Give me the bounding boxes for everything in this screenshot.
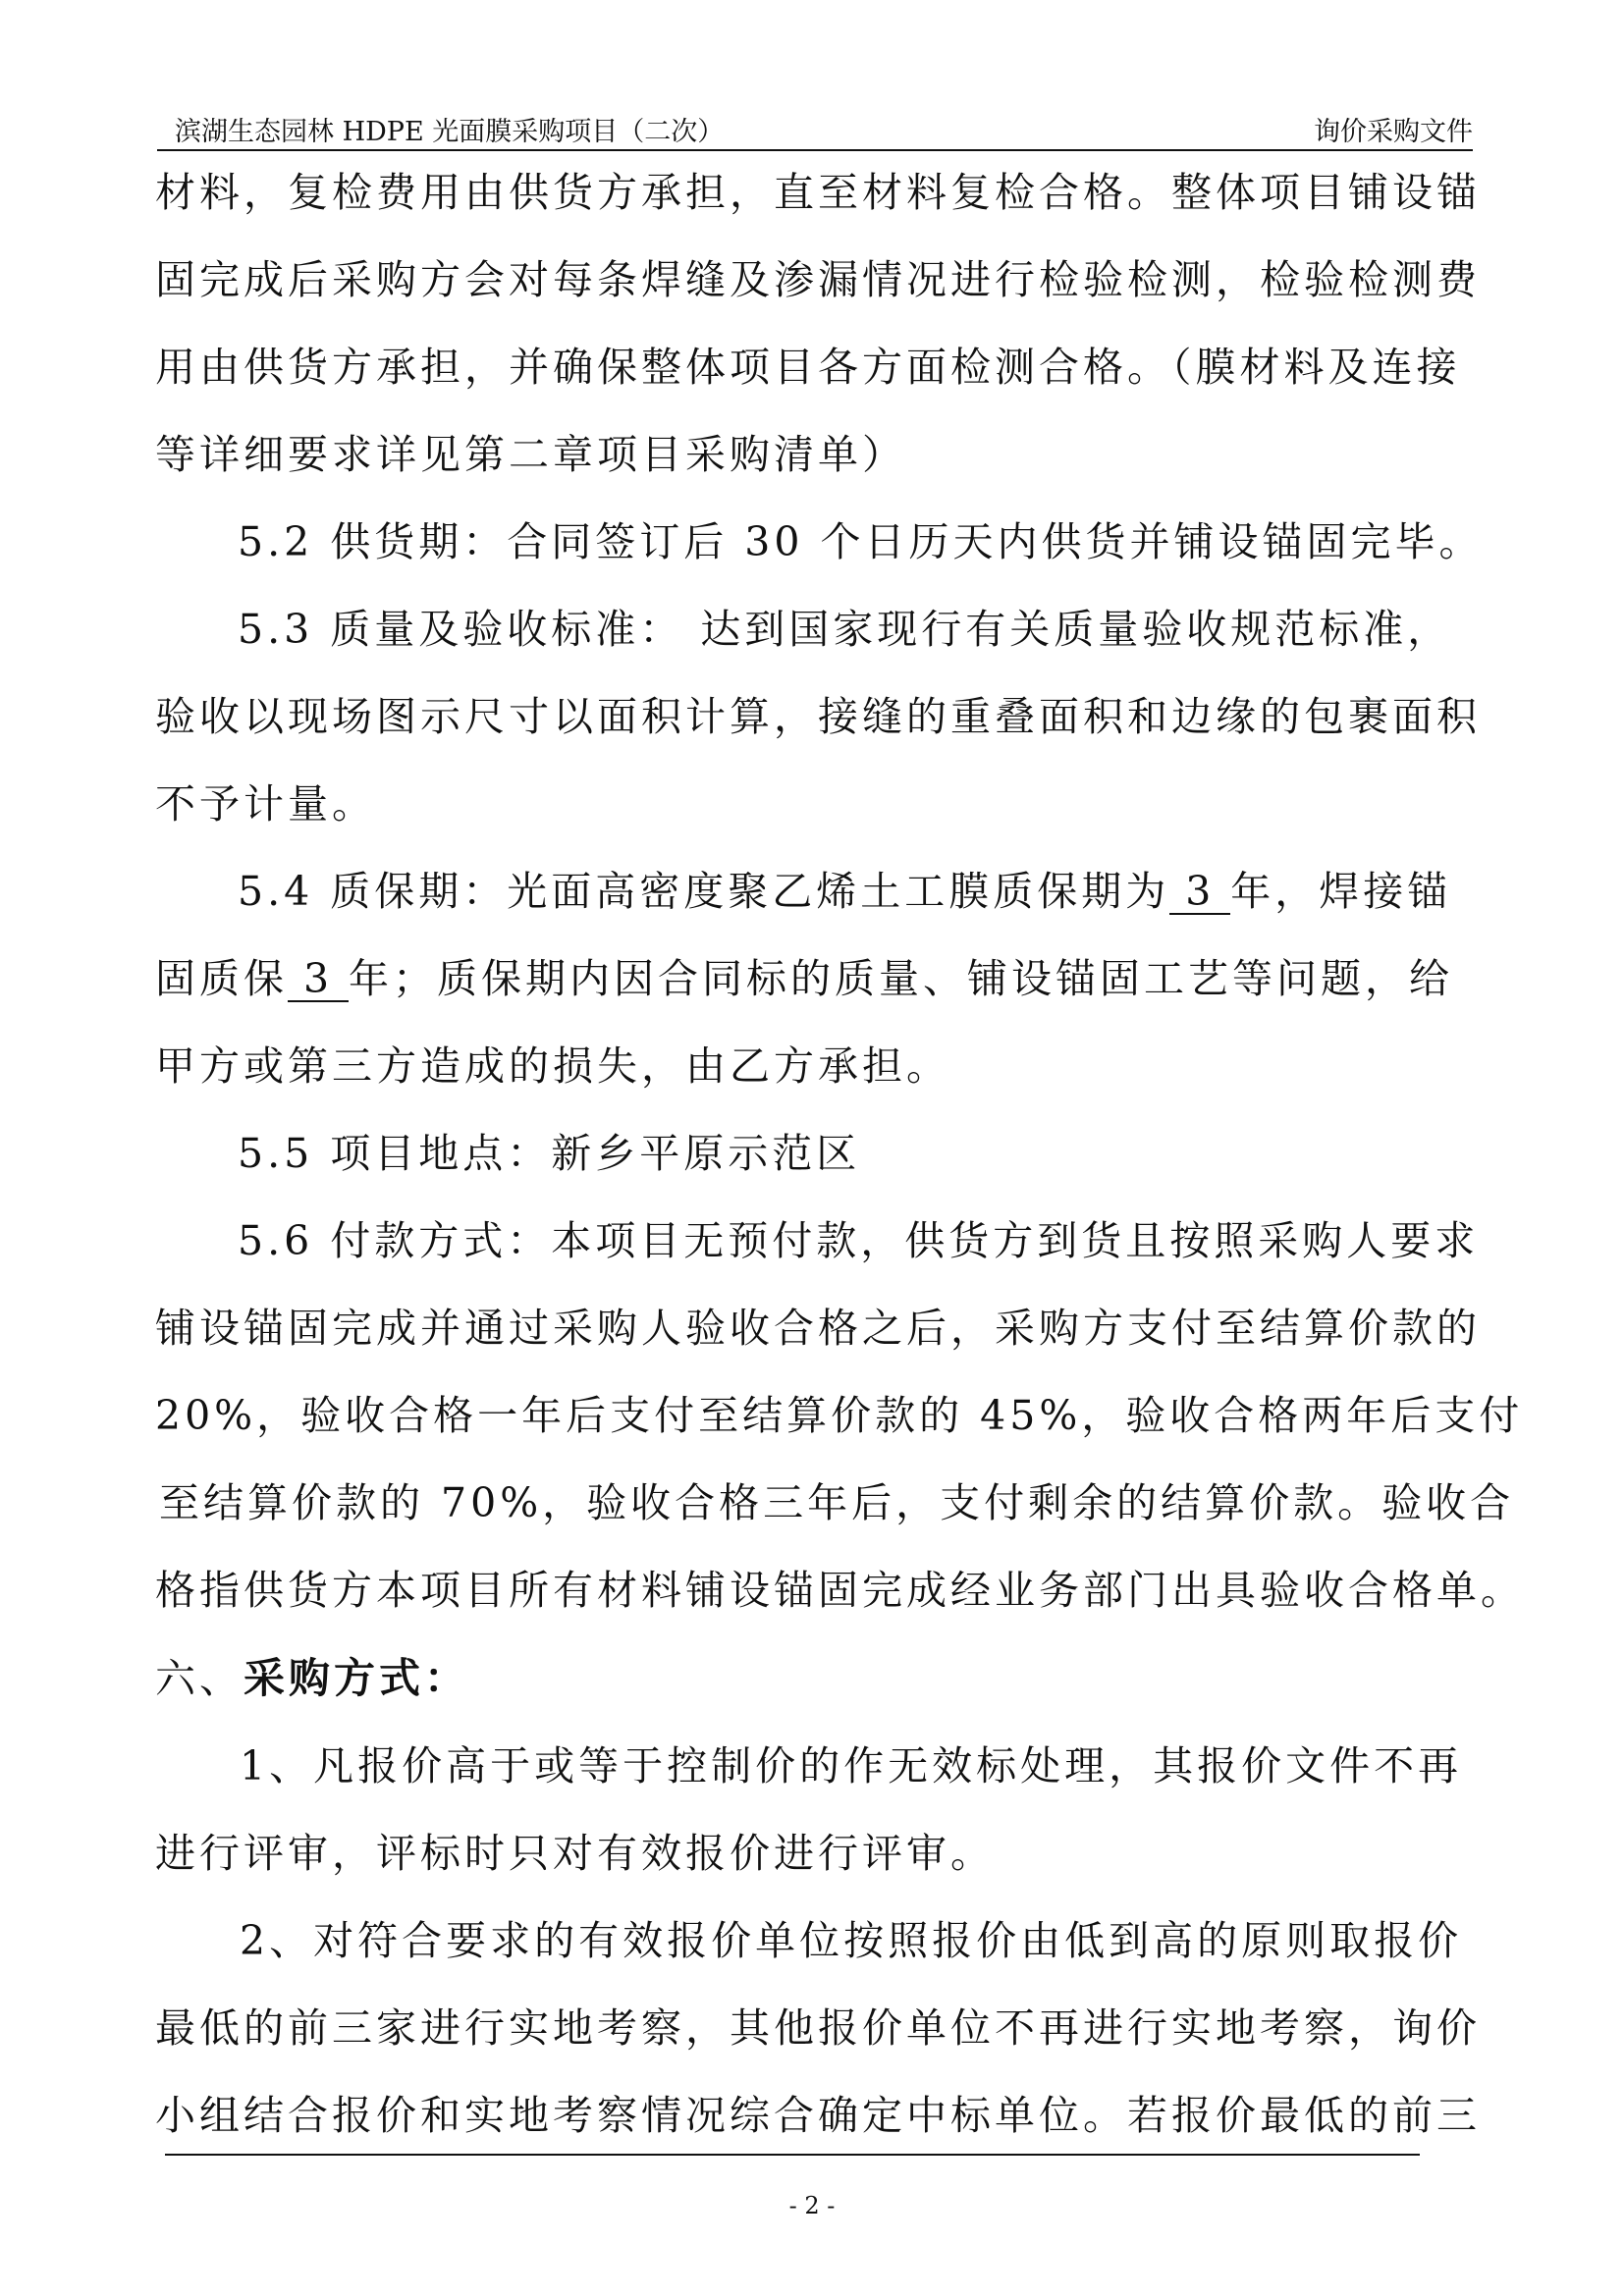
document-body — [155, 149, 1525, 2160]
section-5-3: 5.3 质量及验收标准： 达到国家现行有关质量验收规范标准， — [238, 606, 1452, 653]
section-5-4 — [155, 848, 1483, 935]
text-segment: 5.4 质保期：光面高密度聚乙烯土工膜质保期为 — [238, 868, 1170, 915]
footer-rule — [165, 2154, 1420, 2156]
text-line: 最低的前三家进行实地考察，其他报价单位不再进行实地考察，询价 — [155, 2004, 1481, 2052]
text-line: 铺设锚固完成并通过采购人验收合格之后，采购方支付至结算价款的 — [155, 1305, 1481, 1352]
clause-1: 1、凡报价高于或等于控制价的作无效标处理，其报价文件不再 — [240, 1742, 1463, 1789]
text-line: 不予计量。 — [155, 780, 376, 828]
heading-title: 采购方式： — [244, 1654, 470, 1702]
section-5-5: 5.5 项目地点：新乡平原示范区 — [238, 1130, 861, 1177]
page-number: - 2 - — [788, 2192, 836, 2219]
text-segment: 年；质保期内因合同标的质量、铺设锚固工艺等问题，给 — [349, 955, 1453, 1002]
section-5-2: 5.2 供货期：合同签订后 30 个日历天内供货并铺设锚固完毕。 — [238, 518, 1484, 565]
text-line — [155, 935, 1483, 1023]
text-segment: 年，焊接锚 — [1230, 868, 1452, 915]
text-line: 固完成后采购方会对每条焊缝及渗漏情况进行检验检测，检验检测费 — [155, 256, 1481, 303]
heading-number: 六、 — [155, 1655, 244, 1702]
warranty-years-welding: 3 — [288, 957, 349, 1002]
text-line: 甲方或第三方造成的损失，由乙方承担。 — [155, 1042, 950, 1090]
text-line: 材料，复检费用由供货方承担，直至材料复检合格。整体项目铺设锚 — [155, 169, 1481, 216]
text-segment: 固质保 — [155, 955, 288, 1002]
text-line: 进行评审，评标时只对有效报价进行评审。 — [155, 1830, 995, 1877]
clause-2: 2、对符合要求的有效报价单位按照报价由低到高的原则取报价 — [240, 1917, 1463, 1964]
text-line: 20%，验收合格一年后支付至结算价款的 45%，验收合格两年后支付 — [155, 1392, 1524, 1439]
text-line: 验收以现场图示尺寸以面积计算，接缝的重叠面积和边缘的包裹面积 — [155, 693, 1481, 740]
header-project-title: 滨湖生态园林 HDPE 光面膜采购项目（二次） — [175, 117, 725, 147]
text-line: 格指供货方本项目所有材料铺设锚固完成经业务部门出具验收合格单。 — [155, 1567, 1525, 1614]
section-heading-6 — [155, 1634, 1483, 1723]
header-document-type: 询价采购文件 — [1314, 117, 1473, 147]
text-line: 至结算价款的 70%，验收合格三年后，支付剩余的结算价款。验收合 — [159, 1479, 1515, 1526]
warranty-years-film: 3 — [1169, 870, 1230, 915]
text-line: 小组结合报价和实地考察情况综合确定中标单位。若报价最低的前三 — [155, 2092, 1481, 2139]
text-line: 用由供货方承担，并确保整体项目各方面检测合格。（膜材料及连接 — [155, 344, 1461, 391]
text-line: 等详细要求详见第二章项目采购清单） — [155, 431, 906, 478]
section-5-6: 5.6 付款方式：本项目无预付款，供货方到货且按照采购人要求 — [238, 1217, 1480, 1264]
page-header — [157, 114, 1473, 151]
